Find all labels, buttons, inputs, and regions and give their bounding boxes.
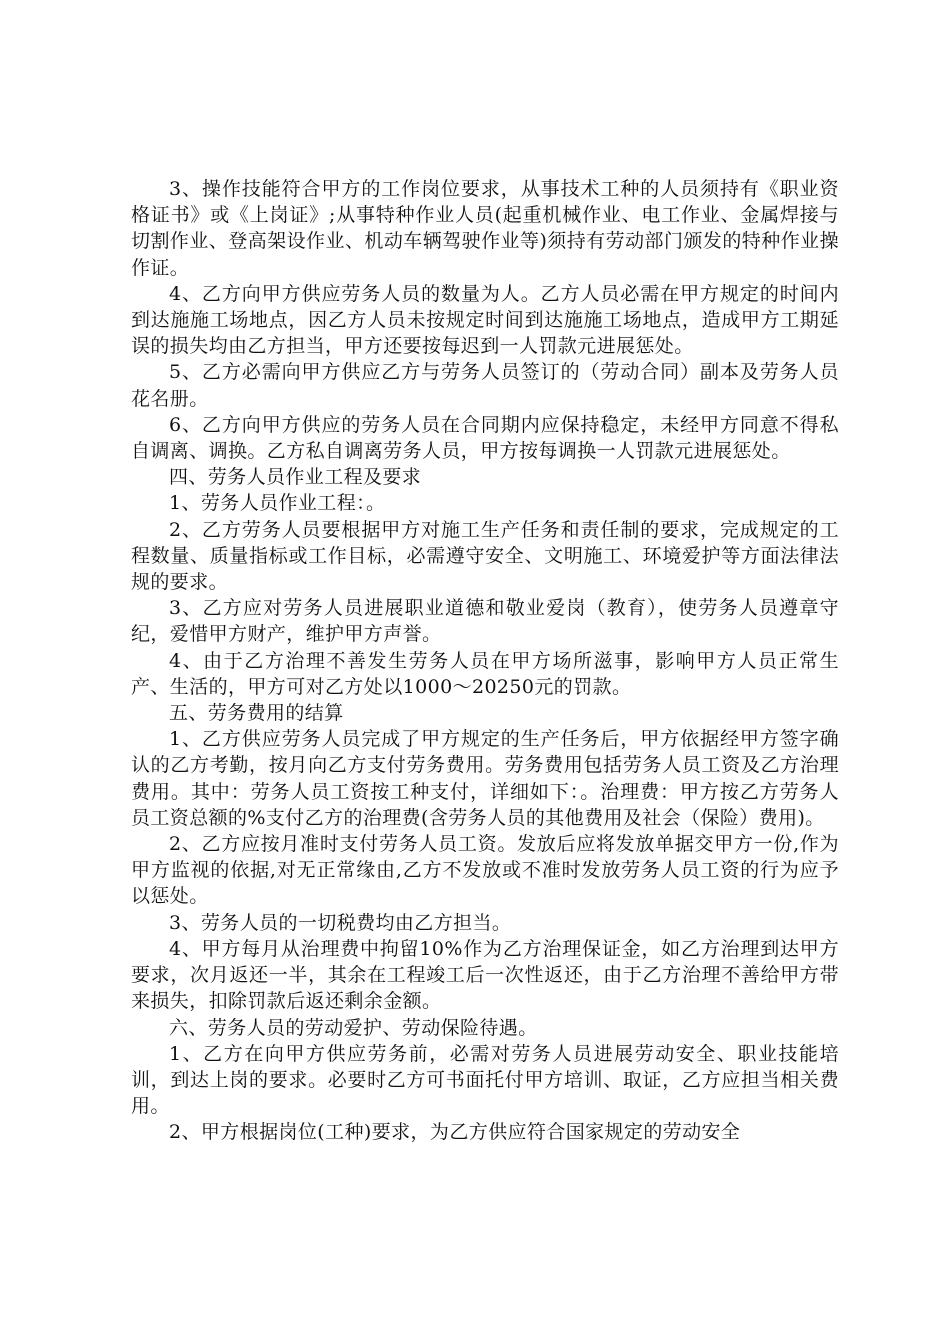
section-heading-4: 四、劳务人员作业工程及要求: [169, 466, 422, 489]
paragraph-ethics-education: 3、乙方应对劳务人员进展职业道德和敬业爱岗（教育），使劳务人员遵章守纪，爱惜甲方财产，维护甲方声誉。: [131, 597, 839, 646]
paragraph-contract-copy: 5、乙方必需向甲方供应乙方与劳务人员签订的（劳动合同）副本及劳务人员花名册。: [131, 361, 839, 410]
paragraph-wage-payment: 2、乙方应按月准时支付劳务人员工资。发放后应将发放单据交甲方一份,作为甲方监视的依据,对无正常缘由,乙方不发放或不准时发放劳务人员工资的行为应予以惩处。: [131, 833, 839, 908]
paragraph-safety: 2、甲方根据岗位(工种)要求，为乙方供应符合国家规定的劳动安全: [169, 1121, 741, 1144]
paragraph-penalty: 4、由于乙方治理不善发生劳务人员在甲方场所滋事，影响甲方人员正常生产、生活的，甲方可对乙方处以1000～20250元的罚款。: [131, 649, 839, 698]
section-heading-5: 五、劳务费用的结算: [169, 702, 344, 725]
paragraph-staff-quantity: 4、乙方向甲方供应劳务人员的数量为人。乙方人员必需在甲方规定的时间内到达施施工场地点，因乙方人员未按规定时间到达施施工场地点，造成甲方工期延误的损失均由乙方担当，甲方还要按每迟到一人罚款元进展惩处。: [131, 282, 839, 358]
paragraph-taxes: 3、劳务人员的一切税费均由乙方担当。: [169, 911, 512, 934]
paragraph-fee-payment: 1、乙方供应劳务人员完成了甲方规定的生产任务后，甲方依据经甲方签字确认的乙方考勤，按月向乙方支付劳务费用。劳务费用包括劳务人员工资及乙方治理费用。其中：劳务人员工资按工种支付，详细如下：。治理费：甲方按乙方劳务人员工资总额的%支付乙方的治理费(含劳务人员的其他费用及社会（保险）费用)。: [131, 728, 839, 829]
paragraph-work-requirements: 2、乙方劳务人员要根据甲方对施工生产任务和责任制的要求，完成规定的工程数量、质量指标或工作目标，必需遵守安全、文明施工、环境爱护等方面法律法规的要求。: [131, 518, 839, 594]
section-heading-6: 六、劳务人员的劳动爱护、劳动保险待遇。: [169, 1016, 538, 1039]
paragraph-training: 1、乙方在向甲方供应劳务前，必需对劳务人员进展劳动安全、职业技能培训，到达上岗的要求。必要时乙方可书面托付甲方培训、取证，乙方应担当相关费用。: [131, 1042, 839, 1118]
paragraph-work-items: 1、劳务人员作业工程：。: [169, 492, 386, 515]
paragraph-staff-stability: 6、乙方向甲方供应的劳务人员在合同期内应保持稳定，未经甲方同意不得私自调离、调换。乙方私自调离劳务人员，甲方按每调换一人罚款元进展惩处。: [131, 413, 839, 463]
paragraph-deposit: 4、甲方每月从治理费中拘留10%作为乙方治理保证金，如乙方治理到达甲方要求，次月返还一半，其余在工程竣工后一次性返还，由于乙方治理不善给甲方带来损失，扣除罚款后返还剩余金额。: [131, 937, 839, 1013]
paragraph-qualification: 3、操作技能符合甲方的工作岗位要求，从事技术工种的人员须持有《职业资格证书》或《上岗证》;从事特种作业人员(起重机械作业、电工作业、金属焊接与切割作业、登高架设作业、机动车辆驾驶作业等)须持有劳动部门颁发的特种作业操作证。: [131, 178, 839, 279]
document-body: [131, 176, 839, 1146]
